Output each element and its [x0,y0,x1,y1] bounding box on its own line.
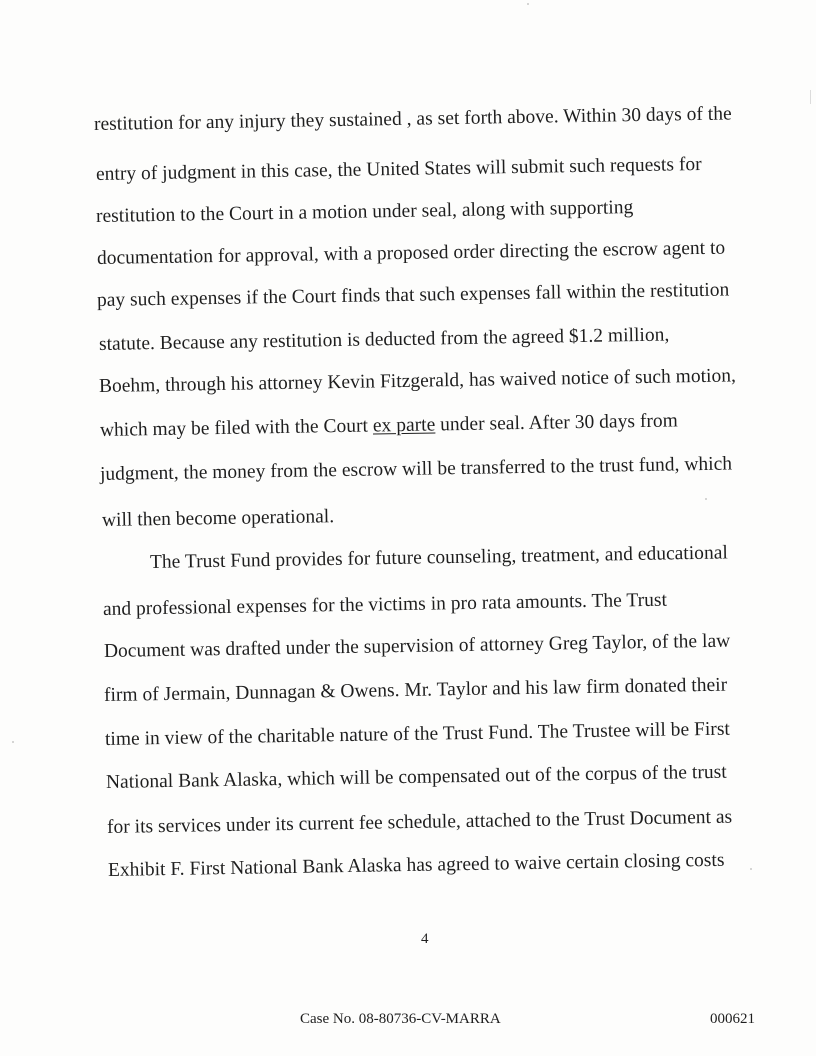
scan-speck [810,90,811,104]
body-line-7: Boehm, through his attorney Kevin Fitzgerald, has waived notice of such motion, [98,365,737,397]
body-line-16: National Bank Alaska, which will be compensated out of the corpus of the trust [105,761,727,793]
body-line-6: statute. Because any restitution is deducted from the agreed $1.2 million, [98,324,670,355]
body-line-3: restitution to the Court in a motion under seal, along with supporting [95,197,634,227]
body-line-8 [100,409,678,443]
body-line-4: documentation for approval, with a proposed order directing the escrow agent to [96,237,726,269]
body-line-8-start: which may be filed with the Court [99,415,374,441]
body-line-9: judgment, the money from the escrow will be transferred to the trust fund, which [99,453,733,485]
body-line-1: restitution for any injury they sustained , as set forth above. Within 30 days of the [93,103,732,135]
body-line-12: and professional expenses for the victims in pro rata amounts. The Trust [102,589,668,620]
scan-speck [705,498,707,500]
scan-speck [750,868,752,870]
body-line-18: Exhibit F. First National Bank Alaska has agreed to waive certain closing costs [107,849,725,881]
body-line-5: pay such expenses if the Court finds that such expenses fall within the restitution [96,279,730,311]
footer-case-number: Case No. 08-80736-CV-MARRA [300,1011,501,1027]
scan-speck [527,3,529,5]
scan-speck [12,741,14,743]
body-line-11: The Trust Fund provides for future counseling, treatment, and educational [149,542,729,573]
body-line-8-end: under seal. After 30 days from [435,410,678,436]
body-line-15: time in view of the charitable nature of the Trust Fund. The Trustee will be First [104,718,731,750]
page-number: 4 [421,931,429,947]
body-line-10: will then become operational. [101,506,335,531]
ex-parte-underlined: ex parte [372,414,436,437]
body-line-14: firm of Jermain, Dunnagan & Owens. Mr. Taylor and his law firm donated their [103,674,728,706]
footer-bates-number: 000621 [710,1011,755,1027]
body-line-2: entry of judgment in this case, the United States will submit such requests for [95,153,702,185]
body-line-17: for its services under its current fee schedule, attached to the Trust Document as [106,806,733,838]
body-line-13: Document was drafted under the supervision of attorney Greg Taylor, of the law [103,630,731,662]
